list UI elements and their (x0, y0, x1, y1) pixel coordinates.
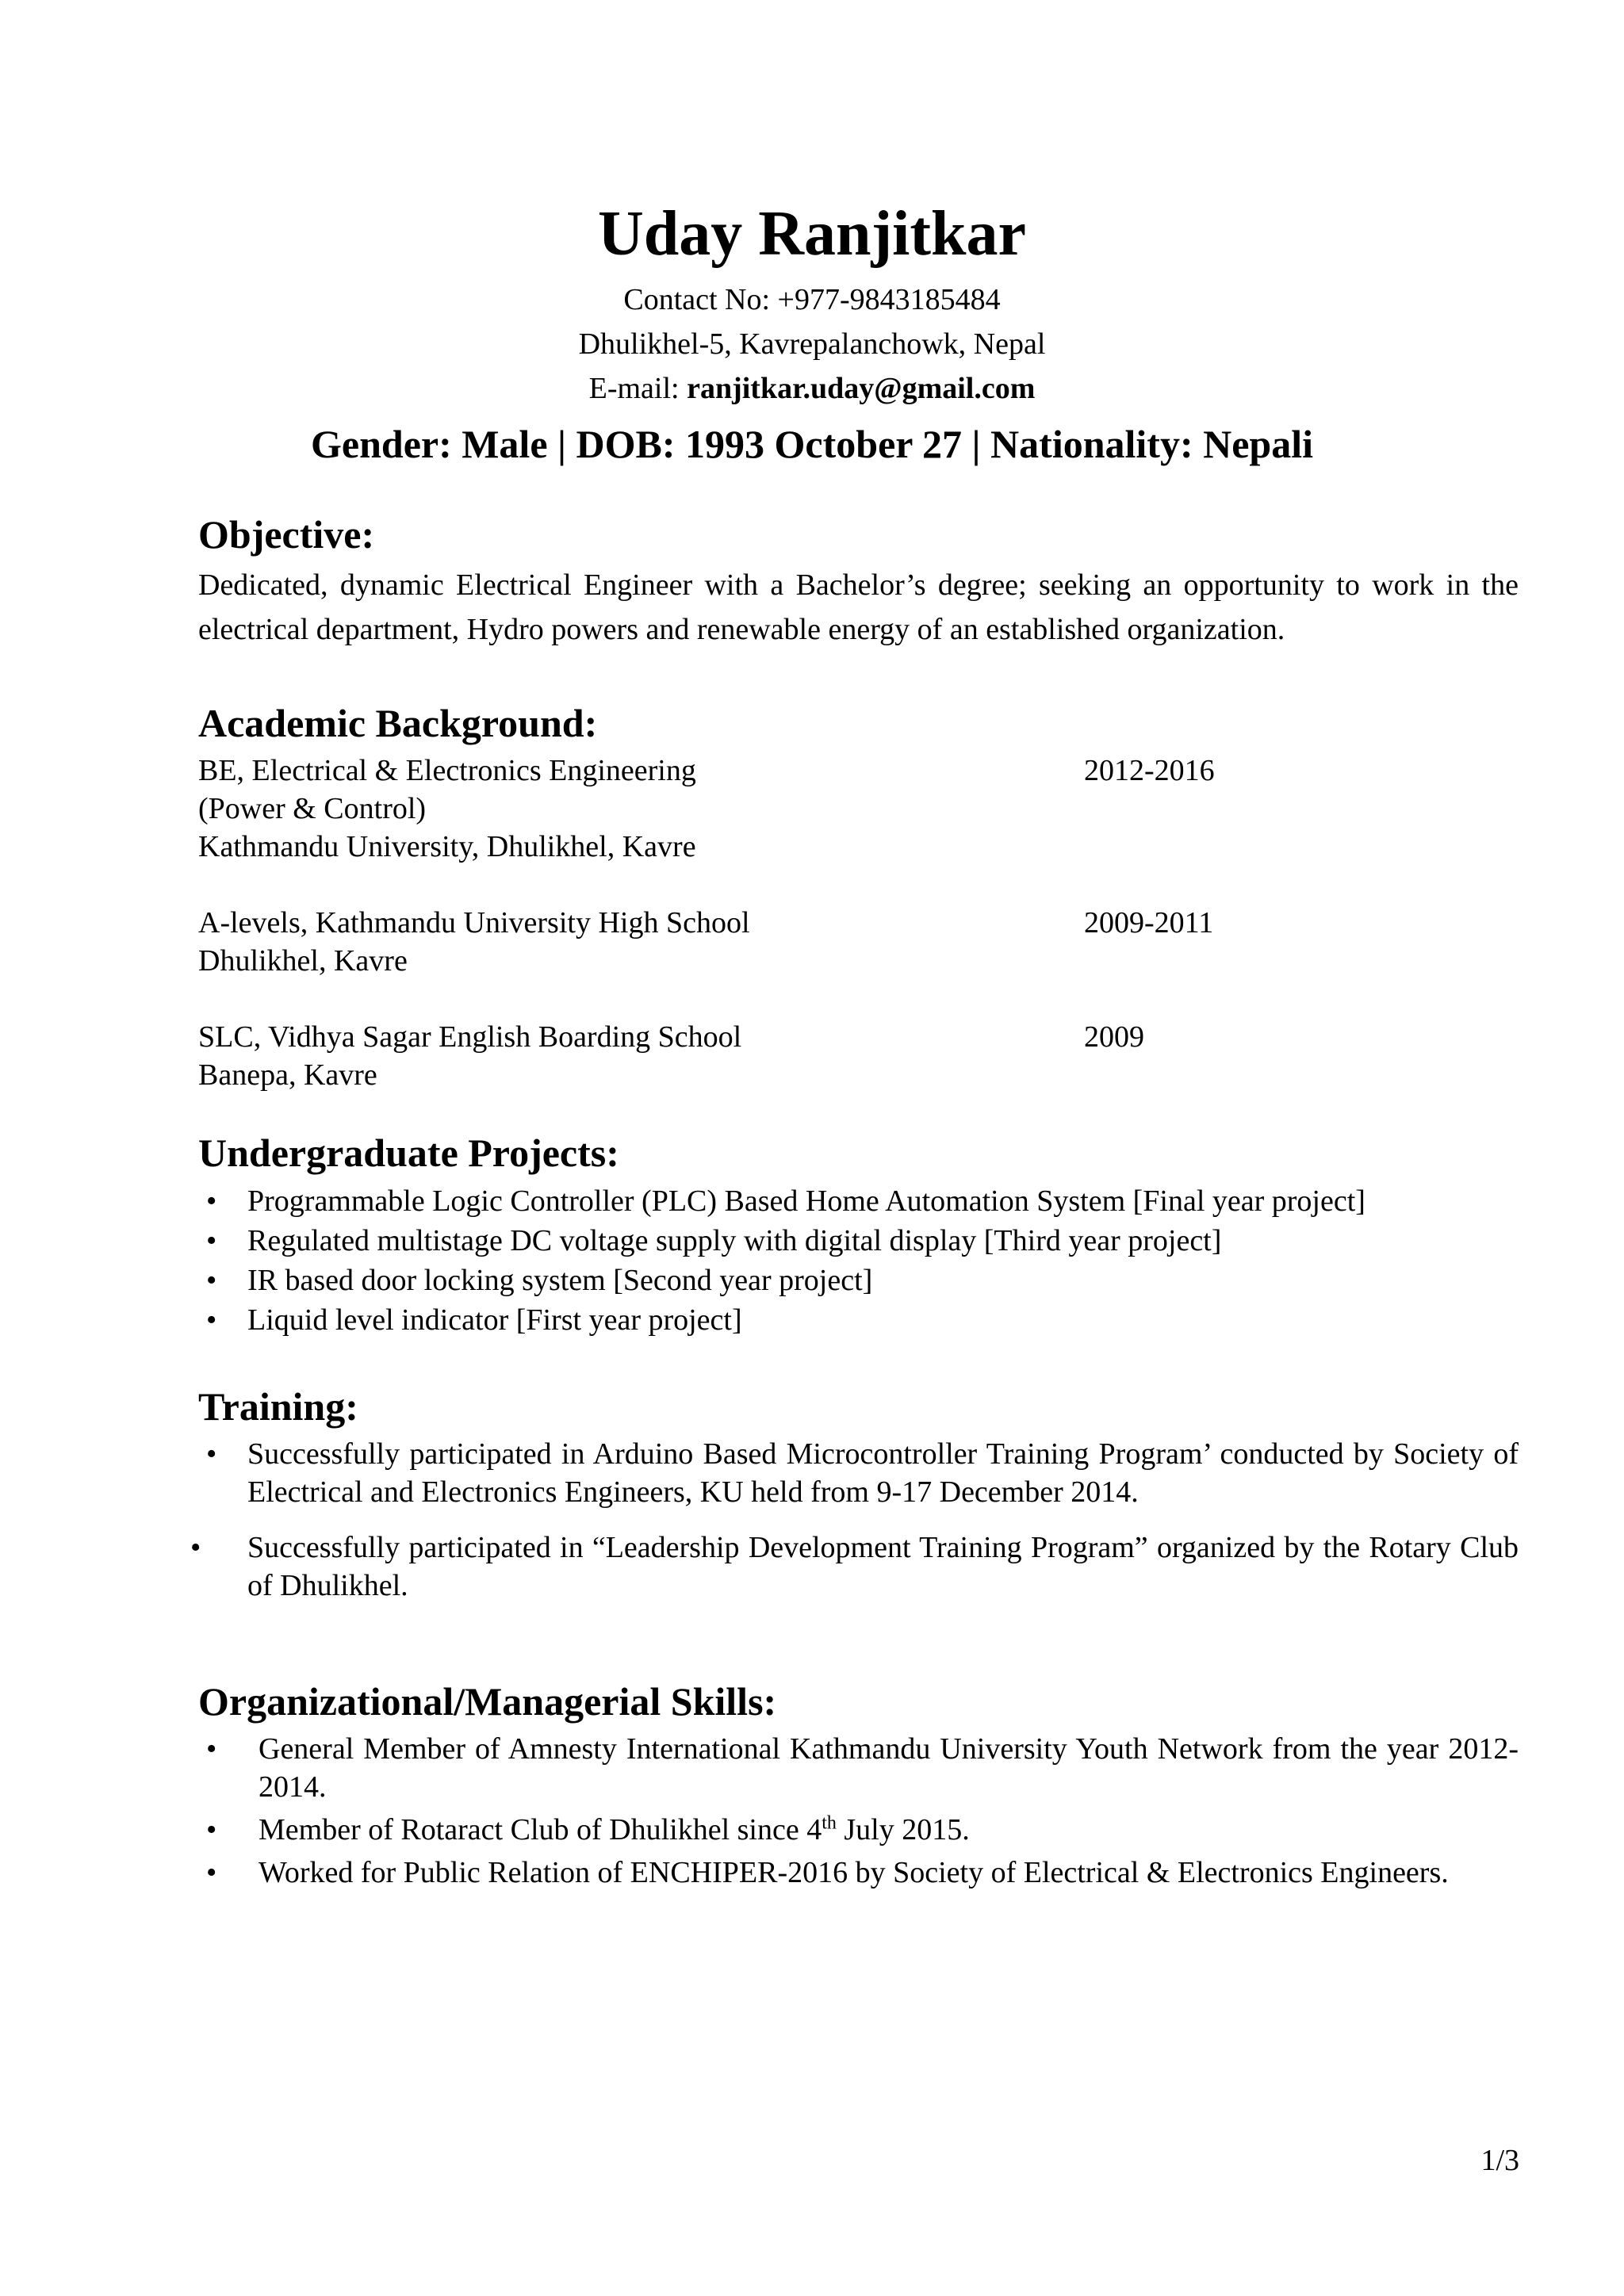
email-address: ranjitkar.uday@gmail.com (687, 372, 1036, 405)
academic-heading: Academic Background: (198, 701, 598, 745)
bullet-icon: • (206, 1224, 217, 1257)
institution-location: Banepa, Kavre (198, 1058, 377, 1092)
list-item: • Programmable Logic Controller (PLC) Based Home Automation System [Final year project] (198, 1181, 1519, 1221)
projects-heading: Undergraduate Projects: (198, 1131, 619, 1175)
email-line (0, 366, 1624, 411)
bullet-icon: • (206, 1856, 217, 1889)
education-entry (198, 752, 1519, 866)
degree-specialization: (Power & Control) (198, 792, 427, 825)
projects-section (198, 1126, 1519, 1340)
list-item: • Worked for Public Relation of ENCHIPER-2016 by Society of Electrical & Electronics Engineers. (198, 1854, 1519, 1892)
skills-list (198, 1730, 1519, 1892)
bullet-icon: • (206, 1184, 217, 1218)
objective-text: Dedicated, dynamic Electrical Engineer with a Bachelor’s degree; seeking an opportunity to work in the electrical department, Hydro powers and renewable energy of an established organization. (198, 568, 1519, 646)
personal-info: Gender: Male | DOB: 1993 October 27 | Nationality: Nepali (311, 422, 1313, 466)
list-item: • Member of Rotaract Club of Dhulikhel since 4th July 2015. (198, 1811, 1519, 1849)
bullet-icon: • (206, 1813, 217, 1846)
bullet-icon: • (206, 1437, 217, 1471)
list-item: • Successfully participated in “Leadership Development Training Program” organized by the Rotary Club of Dhulikhel. (198, 1529, 1519, 1605)
degree-title: A-levels, Kathmandu University High School (198, 906, 750, 939)
address: Dhulikhel-5, Kavrepalanchowk, Nepal (578, 327, 1046, 361)
bullet-icon: • (190, 1531, 201, 1564)
education-years: 2009 (1084, 1020, 1144, 1054)
institution: Kathmandu University, Dhulikhel, Kavre (198, 830, 696, 863)
page-number: 1/3 (1480, 2144, 1519, 2177)
education-entry (198, 904, 1519, 980)
contact-number: +977-9843185484 (777, 283, 1001, 316)
objective-heading: Objective: (198, 512, 375, 557)
bullet-icon: • (206, 1264, 217, 1297)
resume-body (190, 507, 1519, 1936)
training-section (190, 1380, 1519, 1605)
skills-section (198, 1674, 1519, 1892)
email-label: E-mail: (588, 372, 688, 405)
degree-title: SLC, Vidhya Sagar English Boarding School (198, 1020, 742, 1054)
degree-title: BE, Electrical & Electronics Engineering (198, 754, 696, 787)
list-item: • IR based door locking system [Second year project] (198, 1261, 1519, 1300)
contact-number-line (0, 277, 1624, 322)
training-heading: Training: (198, 1384, 358, 1429)
objective-section (198, 507, 1519, 652)
education-years: 2012-2016 (1084, 754, 1215, 787)
education-entry (198, 1018, 1519, 1094)
candidate-name: Uday Ranjitkar (597, 199, 1027, 269)
academic-section (198, 696, 1519, 1094)
list-item: • Liquid level indicator [First year project] (198, 1300, 1519, 1340)
contact-label: Contact No: (623, 283, 778, 316)
list-item: • Successfully participated in Arduino Based Microcontroller Training Program’ conducted by Society of Electrical and Electronics Engineers, KU held from 9-17 December 2014. (198, 1435, 1519, 1511)
bullet-icon: • (206, 1303, 217, 1337)
projects-list (198, 1181, 1519, 1340)
training-list (190, 1435, 1519, 1605)
list-item: • General Member of Amnesty International Kathmandu University Youth Network from the year 2012- 2014. (198, 1730, 1519, 1806)
education-years: 2009-2011 (1084, 906, 1214, 939)
bullet-icon: • (206, 1732, 217, 1766)
skills-heading: Organizational/Managerial Skills: (198, 1679, 777, 1724)
resume-header (0, 190, 1624, 474)
list-item: • Regulated multistage DC voltage supply with digital display [Third year project] (198, 1221, 1519, 1261)
institution-location: Dhulikhel, Kavre (198, 944, 408, 978)
